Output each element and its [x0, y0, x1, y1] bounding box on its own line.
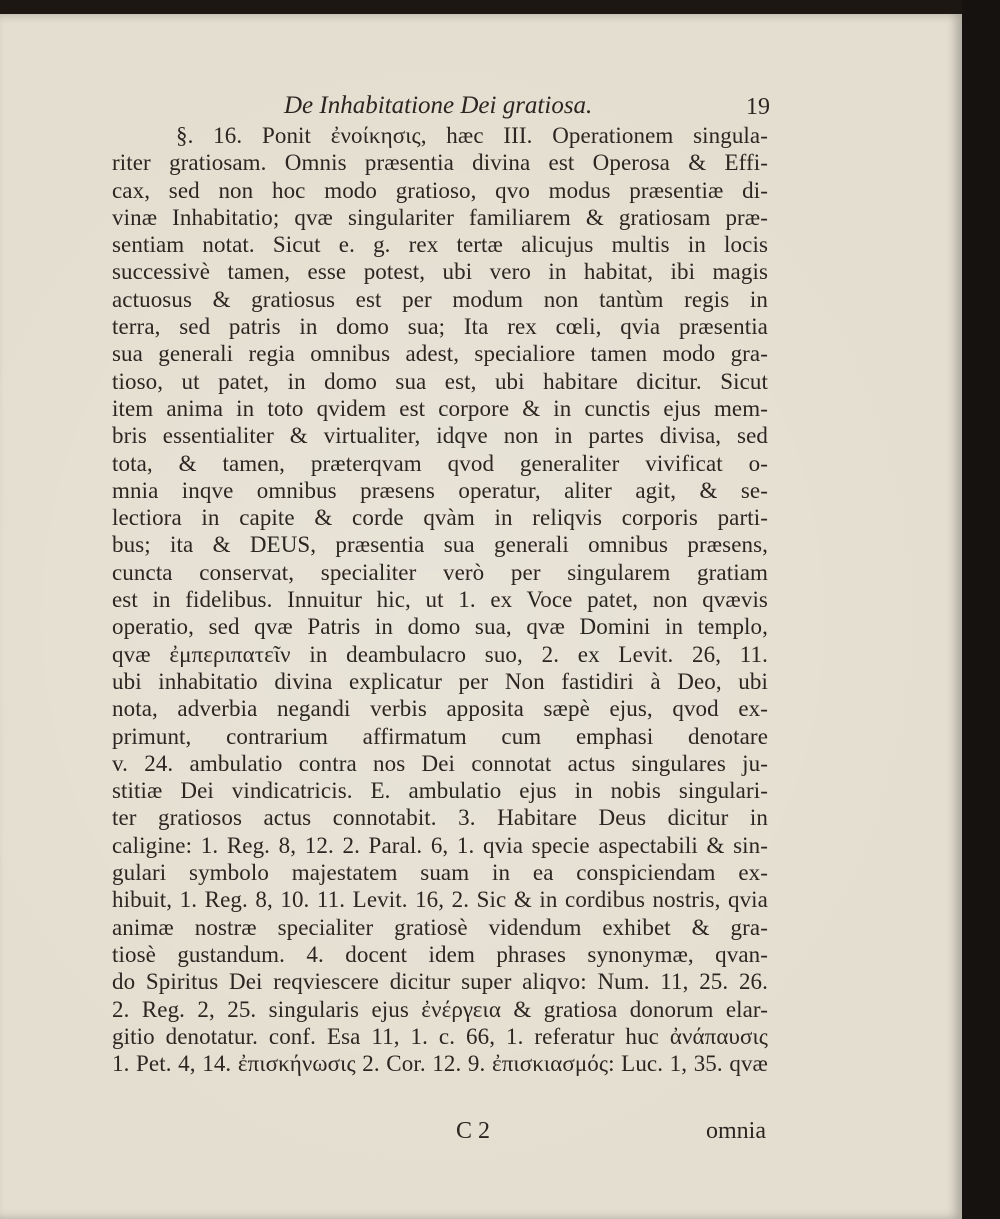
book-page [0, 14, 962, 1219]
text-line: est in fidelibus. Innuitur hic, ut 1. ex Voce patet, non qvævis [112, 587, 768, 613]
text-line: sua generali regia omnibus adest, specialiore tamen modo gra- [112, 341, 768, 367]
text-line: animæ nostræ specialiter gratiosè videndum exhibet & gra- [112, 914, 768, 940]
text-line: item anima in toto qvidem est corpore & in cunctis ejus mem- [112, 395, 768, 421]
text-line: terra, sed patris in domo sua; Ita rex cœli, qvia præsentia [112, 314, 768, 340]
page-number: 19 [746, 94, 770, 120]
text-line: ubi inhabitatio divina explicatur per Non fastidiri à Deo, ubi [112, 668, 768, 694]
page-footer [0, 1116, 962, 1156]
text-line: tioso, ut patet, in domo sua est, ubi habitare dicitur. Sicut [112, 368, 768, 394]
text-line: bus; ita & DEUS, præsentia sua generali omnibus præsens, [112, 532, 768, 558]
text-line: v. 24. ambulatio contra nos Dei connotat actus singulares ju- [112, 750, 768, 776]
text-line: 1. Pet. 4, 14. ἐπισκήνωσις 2. Cor. 12. 9. ἐπισκιασμός: Luc. 1, 35. qvæ [112, 1051, 768, 1077]
text-line: bris essentialiter & virtualiter, idqve non in partes divisa, sed [112, 423, 768, 449]
text-line: qvæ ἐμπεριπατεῖν in deambulacro suo, 2. ex Levit. 26, 11. [112, 641, 768, 667]
text-line: stitiæ Dei vindicatricis. E. ambulatio ejus in nobis singulari- [112, 778, 768, 804]
text-line: tiosè gustandum. 4. docent idem phrases synonymæ, qvan- [112, 941, 768, 967]
running-title: De Inhabitatione Dei gratiosa. [284, 92, 593, 119]
text-line: mnia inqve omnibus præsens operatur, aliter agit, & se- [112, 477, 768, 503]
text-line: cax, sed non hoc modo gratioso, qvo modus præsentiæ di- [112, 177, 768, 203]
body-text [112, 122, 768, 1077]
text-line: hibuit, 1. Reg. 8, 10. 11. Levit. 16, 2. Sic & in cordibus nostris, qvia [112, 887, 768, 913]
text-line: cuncta conservat, specialiter verò per singularem gratiam [112, 559, 768, 585]
text-line: successivè tamen, esse potest, ubi vero in habitat, ibi magis [112, 259, 768, 285]
text-line: gitio denotatur. conf. Esa 11, 1. c. 66, 1. referatur huc ἀνάπαυσις [112, 1023, 768, 1049]
text-line: gulari symbolo majestatem suam in ea conspiciendam ex- [112, 860, 768, 886]
signature-mark: C 2 [456, 1118, 491, 1144]
text-line: primunt, contrarium affirmatum cum emphasi denotare [112, 723, 768, 749]
text-line: caligine: 1. Reg. 8, 12. 2. Paral. 6, 1. qvia specie aspectabili & sin- [112, 832, 768, 858]
text-line: vinæ Inhabitatio; qvæ singulariter familiarem & gratiosam præ- [112, 204, 768, 230]
text-line: lectiora in capite & corde qvàm in reliqvis corporis parti- [112, 505, 768, 531]
book-edge-shadow [962, 0, 1000, 1219]
text-line: tota, & tamen, præterqvam qvod generaliter vivificat o- [112, 450, 768, 476]
text-line: do Spiritus Dei reqviescere dicitur super aliqvo: Num. 11, 25. 26. [112, 969, 768, 995]
text-line: actuosus & gratiosus est per modum non tantùm regis in [112, 286, 768, 312]
text-line: operatio, sed qvæ Patris in domo sua, qvæ Domini in templo, [112, 614, 768, 640]
text-line: sentiam notat. Sicut e. g. rex tertæ alicujus multis in locis [112, 232, 768, 258]
text-line: 2. Reg. 2, 25. singularis ejus ἐνέργεια & gratiosa donorum elar- [112, 996, 768, 1022]
text-line: nota, adverbia negandi verbis apposita sæpè ejus, qvod ex- [112, 696, 768, 722]
text-line: §. 16. Ponit ἐνοίκησις, hæc III. Operationem singula- [176, 123, 768, 148]
text-line: ter gratiosos actus connotabit. 3. Habitare Deus dicitur in [112, 805, 768, 831]
page-header [0, 84, 962, 124]
text-line: riter gratiosam. Omnis præsentia divina est Operosa & Effi- [112, 150, 768, 176]
catchword: omnia [706, 1118, 766, 1144]
